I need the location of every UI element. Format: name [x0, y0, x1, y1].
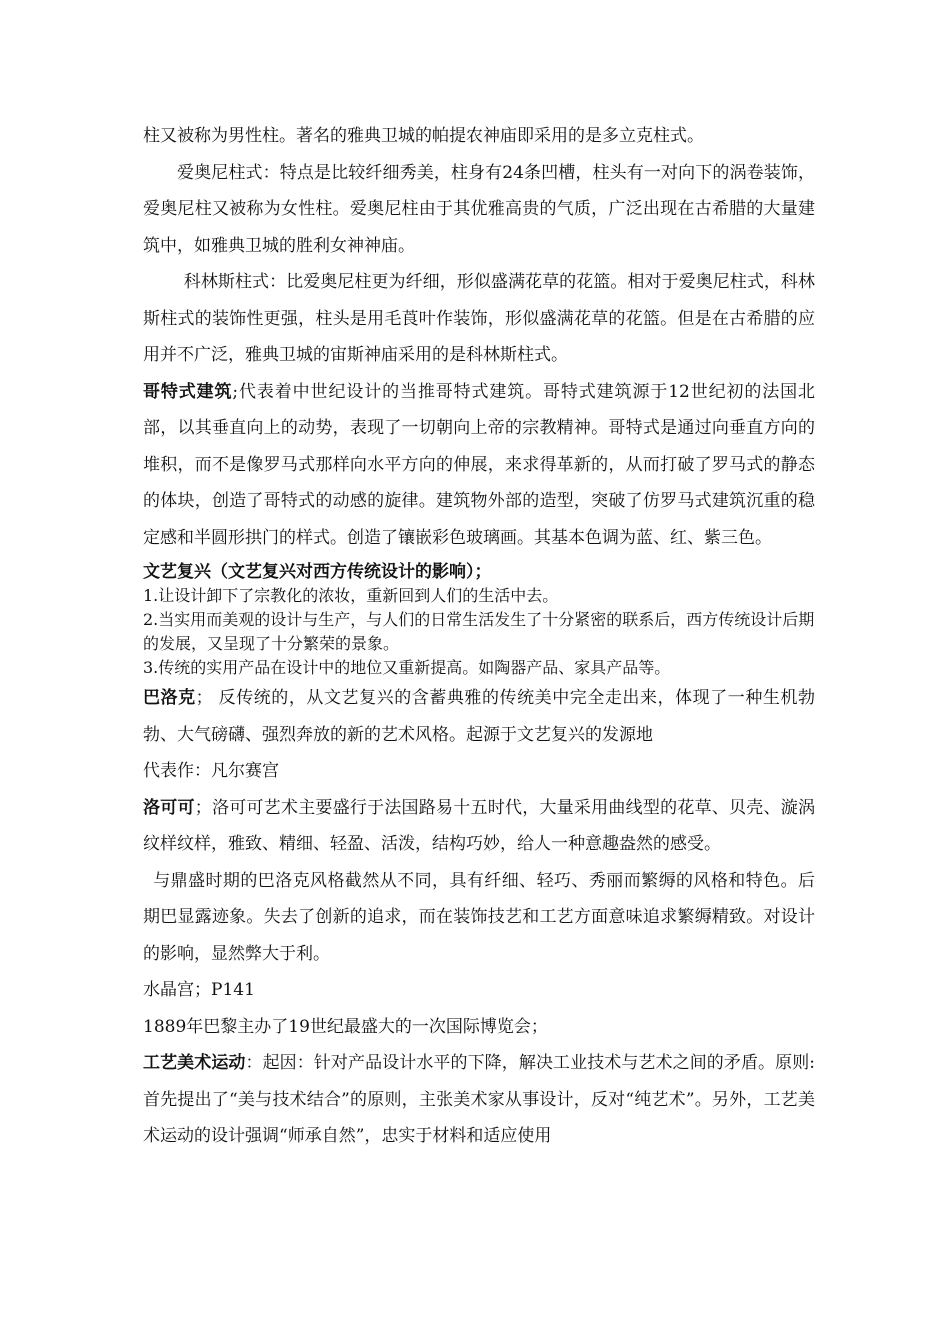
- paragraph-baroque: [143, 680, 815, 753]
- rococo-heading: 洛可可: [143, 797, 195, 818]
- crystal-palace: 水晶宫；P141: [143, 980, 255, 1000]
- renaissance-heading: 文艺复兴（文艺复兴对西方传统设计的影响）；: [143, 562, 492, 582]
- baroque-heading: 巴洛克: [143, 688, 196, 708]
- renaissance-item-2: 2.当实用而美观的设计与生产，与人们的日常生活发生了十分紧密的联系后，西方传统设计后期的发展，又呈现了十分繁荣的景象。: [143, 610, 815, 653]
- paragraph-doric: 柱又被称为男性柱。著名的雅典卫城的帕提农神庙即采用的是多立克柱式。: [143, 126, 704, 146]
- paragraph-gothic: [143, 374, 815, 557]
- renaissance-item-1: 1.让设计卸下了宗教化的浓妆，重新回到人们的生活中去。: [143, 586, 559, 605]
- paris-expo: 1889年巴黎主办了19世纪最盛大的一次国际博览会；: [143, 1016, 548, 1037]
- baroque-representative: 代表作：凡尔赛宫: [143, 761, 279, 781]
- baroque-text: ； 反传统的，从文艺复兴的含蓄典雅的传统美中完全走出来，体现了一种生机勃勃、大气磅礴、强烈奔放的新的艺术风格。起源于文艺复兴的发源地: [143, 688, 815, 745]
- paragraph-arts-crafts: [143, 1045, 815, 1155]
- paragraph-corinthian: 科林斯柱式：比爱奥尼柱更为纤细，形似盛满花草的花篮。相对于爱奥尼柱式，科林斯柱式的装饰性更强，柱头是用毛莨叶作装饰，形似盛满花草的花篮。但是在古希腊的应用并不广泛，雅典卫城的宙斯神庙采用的是科林斯柱式。: [143, 272, 815, 365]
- renaissance-item-3: 3.传统的实用产品在设计中的地位又重新提高。如陶器产品、家具产品等。: [143, 658, 671, 677]
- paragraph-ionic: 爱奥尼柱式：特点是比较纤细秀美，柱身有24条凹槽，柱头有一对向下的涡卷装饰，爱奥尼柱又被称为女性柱。爱奥尼柱由于其优雅高贵的气质，广泛出现在古希腊的大量建筑中，如雅典卫城的胜利女神神庙。: [143, 162, 815, 256]
- paragraph-rococo: [143, 790, 815, 863]
- arts-crafts-heading: 工艺美术运动: [143, 1053, 246, 1073]
- paragraph-rococo-2: 与鼎盛时期的巴洛克风格截然从不同，具有纤细、轻巧、秀丽而繁缛的风格和特色。后期巴显露迹象。失去了创新的追求，而在装饰技艺和工艺方面意味追求繁缛精致。对设计的影响，显然弊大于利。: [143, 870, 815, 964]
- arts-crafts-text: ：起因：针对产品设计水平的下降，解决工业技术与艺术之间的矛盾。原则:首先提出了“美与技术结合”的原则，主张美术家从事设计，反对“纯艺术”。另外，工艺美术运动的设计强调“师承自然”，忠实于材料和适应使用: [143, 1053, 816, 1146]
- gothic-heading: 哥特式建筑: [143, 381, 233, 402]
- document-page: [143, 118, 815, 1155]
- gothic-text: ;代表着中世纪设计的当推哥特式建筑。哥特式建筑源于12世纪初的法国北部，以其垂直向上的动势，表现了一切朝向上帝的宗教精神。哥特式是通过向垂直方向的堆积，而不是像罗马式那样向水平方向的伸展，来求得革新的，从而打破了罗马式的静态的体块，创造了哥特式的动感的旋律。建筑物外部的造型，突破了仿罗马式建筑沉重的稳定感和半圆形拱门的样式。创造了镶嵌彩色玻璃画。其基本色调为蓝、红、紫三色。: [143, 381, 816, 548]
- rococo-text: ；洛可可艺术主要盛行于法国路易十五时代，大量采用曲线型的花草、贝壳、漩涡纹样纹样，雅致、精细、轻盈、活泼，结构巧妙，给人一种意趣盎然的感受。: [143, 797, 816, 854]
